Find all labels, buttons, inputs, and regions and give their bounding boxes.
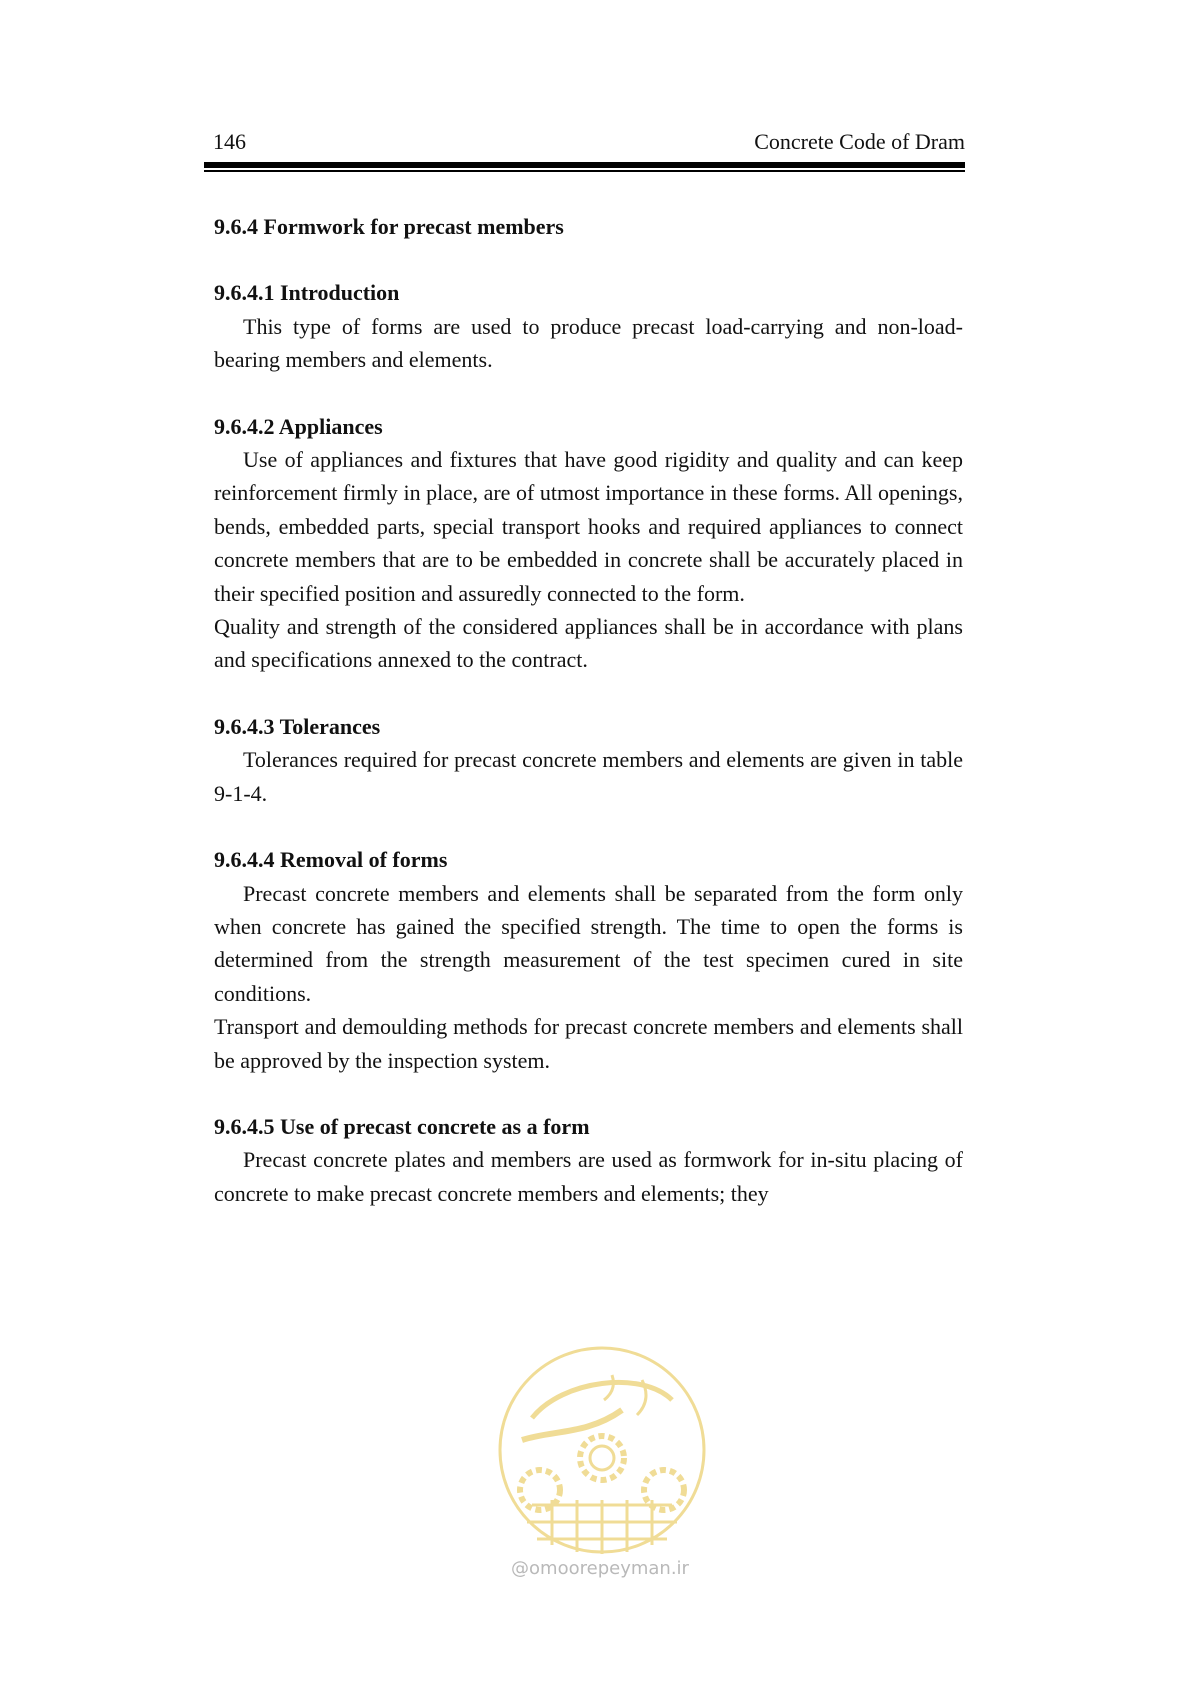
paragraph: This type of forms are used to produce precast load-carrying and non-load- bearing members and elements. (214, 313, 963, 373)
subsection-removal-of-forms (214, 843, 963, 1077)
running-title: Concrete Code of Dram (754, 129, 965, 154)
subsection-tolerances (214, 710, 963, 810)
header-rule-thin (204, 170, 965, 172)
watermark-seal-icon (492, 1340, 712, 1560)
watermark-url: @omoorepeyman.ir (511, 1558, 689, 1579)
header-rule-thick (204, 162, 965, 168)
page-number: 146 (213, 129, 246, 154)
section-title: 9.6.4 Formwork for precast members (214, 214, 564, 239)
paragraph: Precast concrete members and elements shall be separated from the form only when concrete has gained the specified strength. The time to open the forms is determined from the strength measurement of the test specimen cured in site conditions. (214, 880, 963, 1006)
subsection-introduction (214, 276, 963, 376)
subsection-heading: 9.6.4.2 Appliances (214, 413, 383, 439)
paragraph: Use of appliances and fixtures that have good rigidity and quality and can keep reinforcement firmly in place, are of utmost importance in these forms. All openings, bends, embedded parts, special transport hooks and required appliances to connect concrete members that are to be embedded in concrete shall be accurately placed in their specified position and assuredly connected to the form. (214, 447, 963, 606)
subsection-appliances (214, 410, 963, 677)
subsection-heading: 9.6.4.4 Removal of forms (214, 847, 448, 873)
subsection-precast-as-form (214, 1110, 963, 1210)
paragraph: Tolerances required for precast concrete members and elements are given in table 9-1-4. (214, 747, 963, 806)
subsection-heading: 9.6.4.5 Use of precast concrete as a form (214, 1113, 590, 1139)
running-header (213, 128, 965, 156)
subsection-heading: 9.6.4.3 Tolerances (214, 713, 381, 739)
page-body (214, 210, 963, 1210)
watermark-logo (492, 1340, 712, 1565)
subsection-heading: 9.6.4.1 Introduction (214, 280, 400, 306)
paragraph: Precast concrete plates and members are used as formwork for in-situ placing of concrete to make precast concrete members and elements; they (214, 1147, 963, 1206)
paragraph: Quality and strength of the considered appliances shall be in accordance with plans and specifications annexed to the contract. (214, 614, 963, 673)
paragraph: Transport and demoulding methods for precast concrete members and elements shall be approved by the inspection system. (214, 1014, 963, 1073)
